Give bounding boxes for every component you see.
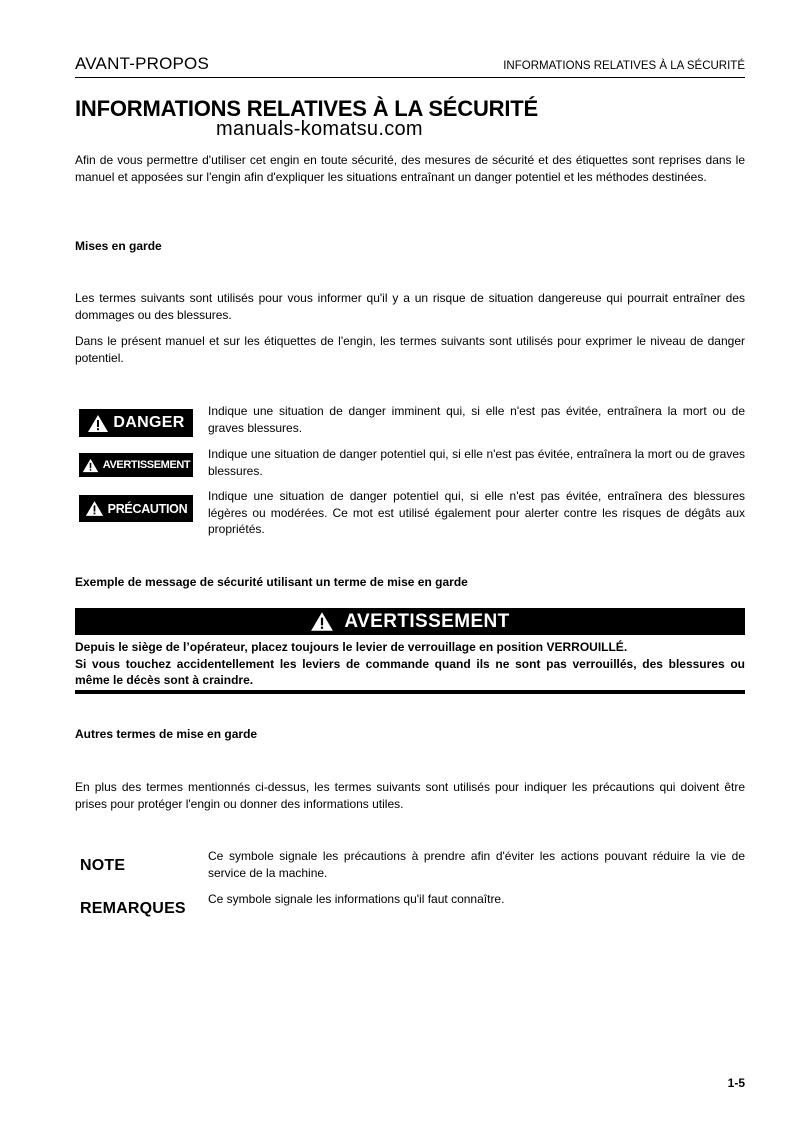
avertissement-message-line-1: Depuis le siège de l’opérateur, placez toujours le levier de verrouillage en position VERROUILLÉ. bbox=[75, 640, 628, 654]
note-description: Ce symbole signale les précautions à prendre afin d'éviter les actions pouvant réduire la vie de service de la machine. bbox=[208, 849, 745, 880]
watermark: manuals-komatsu.com bbox=[216, 118, 423, 140]
avertissement-message-line-2: Si vous touchez accidentellement les leviers de commande quand ils ne sont pas verrouillés, des blessures ou même le décès sont à craindre. bbox=[75, 656, 745, 687]
avertissement-banner-label: AVERTISSEMENT bbox=[344, 610, 510, 632]
warning-triangle-icon bbox=[310, 611, 334, 632]
avertissement-banner bbox=[75, 608, 745, 635]
page-title: INFORMATIONS RELATIVES À LA SÉCURITÉ bbox=[75, 96, 538, 121]
autres-paragraph: En plus des termes mentionnés ci-dessus, les termes suivants sont utilisés pour indiquer les précautions qui doivent être prises pour protéger l'engin ou donner des informations utiles. bbox=[75, 780, 745, 811]
mises-en-garde-paragraph-2: Dans le présent manuel et sur les étiquettes de l'engin, les termes suivants sont utilisés pour exprimer le niveau de danger potentiel. bbox=[75, 334, 745, 365]
avertissement-label bbox=[79, 453, 193, 477]
remarques-description: Ce symbole signale les informations qu'il faut connaître. bbox=[208, 892, 505, 906]
warning-triangle-icon bbox=[82, 458, 99, 473]
danger-label bbox=[79, 409, 193, 437]
mises-en-garde-paragraph-1: Les termes suivants sont utilisés pour vous informer qu'il y a un risque de situation dangereuse qui pourrait entraîner des dommages ou des blessures. bbox=[75, 291, 745, 322]
avertissement-label-text: AVERTISSEMENT bbox=[102, 459, 191, 471]
avertissement-message bbox=[75, 639, 745, 689]
remarques-label: REMARQUES bbox=[80, 900, 186, 917]
intro-paragraph: Afin de vous permettre d'utiliser cet engin en toute sécurité, des mesures de sécurité et des étiquettes sont reprises dans le manuel et apposées sur l'engin afin d'expliquer les situations entraînant un danger potentiel et les méthodes destinées. bbox=[75, 153, 745, 184]
autres-heading: Autres termes de mise en garde bbox=[75, 727, 258, 741]
header-running-title: INFORMATIONS RELATIVES À LA SÉCURITÉ bbox=[503, 60, 745, 72]
warning-triangle-icon bbox=[85, 500, 104, 517]
example-heading: Exemple de message de sécurité utilisant un terme de mise en garde bbox=[75, 575, 468, 589]
precaution-label-text: PRÉCAUTION bbox=[107, 501, 188, 516]
page-number: 1-5 bbox=[727, 1076, 745, 1090]
danger-description: Indique une situation de danger imminent qui, si elle n'est pas évitée, entraînera la mort ou de graves blessures. bbox=[208, 404, 745, 435]
warning-triangle-icon bbox=[87, 414, 109, 433]
danger-label-text: DANGER bbox=[113, 414, 185, 431]
precaution-description: Indique une situation de danger potentiel qui, si elle n'est pas évitée, entraînera des blessures légères ou modérées. Ce mot est utilisé également pour alerter contre les risques de dégâts aux propriétés. bbox=[208, 489, 745, 536]
header-divider bbox=[75, 77, 745, 78]
avertissement-description: Indique une situation de danger potentiel qui, si elle n'est pas évitée, entraînera la mort ou de graves blessures. bbox=[208, 447, 745, 478]
header-section: AVANT-PROPOS bbox=[75, 54, 210, 73]
note-label: NOTE bbox=[80, 857, 126, 874]
mises-en-garde-heading: Mises en garde bbox=[75, 239, 162, 253]
precaution-label bbox=[79, 495, 193, 522]
avertissement-bottom-rule bbox=[75, 690, 745, 694]
